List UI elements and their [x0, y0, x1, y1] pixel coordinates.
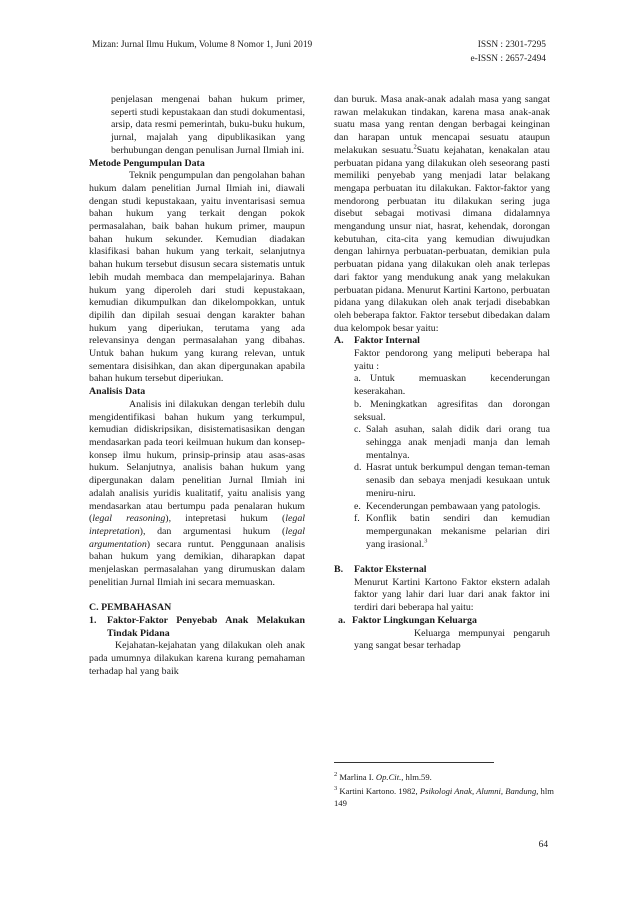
- paragraph-keluarga: Keluarga mempunyai pengaruh yang sangat besar terhadap: [354, 627, 550, 652]
- heading-pembahasan: C. PEMBAHASAN: [89, 602, 172, 614]
- paragraph-pendorong: Faktor pendorong yang meliputi beberapa hal yaitu :: [354, 348, 550, 372]
- paragraph-kejahatan: Kejahatan-kejahatan yang dilakukan oleh anak pada umumnya dilakukan karena kurang pemahaman terhadap hal yang baik: [89, 640, 305, 677]
- left-column: [89, 94, 305, 678]
- paragraph-masa-anak: dan buruk. Masa anak-anak adalah masa yang sangat rawan melakukan tindakan, karena masa anak-anak suatu masa yang rentan dengan berbagai keinginan dan harapan untuk mencapai sesuatu ataupun melakukan sesuatu.$^2$Suatu kejahatan, kenakalan atau perbuatan pidana yang dilakukan oleh seseorang pasti memiliki penyebab yang menjadi latar belakang mengapa perbuatan itu dilakukan. Faktor-faktor yang mendorong perbuatan itu dilakukan sering juga disebut sebagai motivasi dimana didalamnya mengandung unsur niat, hasrat, kehendak, dorongan kebutuhan, cita-cita yang kemudian diwujudkan dengan lahirnya perbuatan-perbuatan, demikian pula perbuatan pidana yang dilakukan oleh anak terlepas dari faktor yang mendukung anak yang melakukan perbuatan pidana. Menurut Kartini Kartono, perbuatan pidana yang dilakukan oleh anak terjadi disebabkan oleh beberapa faktor. Faktor tersebut dibedakan dalam dua kelompok besar yaitu:: [334, 94, 550, 334]
- list-item: f. Konflik batin sendiri dan kemudian mempergunakan mekanisme pelarian diri yang irasional.$^3$: [354, 513, 550, 550]
- footnote-separator: [334, 762, 494, 763]
- page-number: 64: [538, 840, 548, 850]
- running-header: [92, 38, 312, 52]
- issn-block: [470, 38, 546, 66]
- footnote-2: $^2$ Marlina I. Op.Cit., hlm.59.: [334, 771, 432, 782]
- heading-faktor-internal: A. Faktor Internal: [334, 335, 420, 347]
- paragraph-analisis: Analisis ini dilakukan dengan terlebih dulu mengidentifikasi bahan hukum yang terkumpul, kemudian didiskripsikan, disistematisasikan dengan mendasarkan pada teori keilmuan hukum dan konsep-konsep ilmu hukum, prinsip-prinsip atau asas-asas hukum. Selanjutnya, analisis bahan hukum yang dipergunakan dalam penelitian Jurnal Ilmiah ini adalah analisis yuridis kualitatif, yaitu analisis yang mendasarkan atau bertumpu pada penalaran hukum (legal reasoning), intepretasi hukum (legal intepretation), dan argumentasi hukum (legal argumentation) secara runtut. Penggunaan analisis bahan hukum yang demikian, diharapkan dapat menjelaskan permasalahan yang dirumuskan dalam penelitian Jurnal Ilmiah ini secara memuaskan.: [89, 398, 305, 588]
- heading-analisis: Analisis Data: [89, 386, 146, 398]
- eissn: e-ISSN : 2657-2494: [470, 54, 546, 64]
- list-item: d. Hasrat untuk berkumpul dengan teman-teman senasib dan sebaya menjadi kesukaan untuk meniru-niru.: [354, 462, 550, 499]
- list-item: c. Salah asuhan, salah didik dari orang tua sehingga anak menjadi manja dan lemah mentalnya.: [354, 424, 550, 461]
- paragraph-metode: Teknik pengumpulan dan pengolahan bahan hukum dalam penelitian Jurnal Ilmiah ini, diawali dengan studi kepustakaan, yaitu inventarisasi semua bahan hukum yang terkait dengan pokok permasalahan, baik bahan hukum primer, maupun bahan hukum sekunder. Kemudian diadakan klasifikasi bahan hukum yang terkait, selanjutnya bahan hukum tersebut disusun secara sistematis untuk lebih mudah membaca dan mempelajarinya. Bahan hukum yang diperoleh dari studi kepustakaan, kemudian dikumpulkan dan dikelompokkan, untuk dipilih dan dipilah sesuai dengan karakter bahan hukum yang diperiukan, terutama yang ada relevansinya dengan permasalahan yang dibahas. Untuk bahan hukum yang kurang relevan, untuk sementara disisihkan, dan akan dipergunakan apabila bahan hukum tersebut diperiukan.: [89, 170, 305, 385]
- journal-title: Mizan: Jurnal Ilmu Hukum, Volume 8 Nomor 1, Juni 2019: [92, 40, 313, 50]
- right-column: [334, 94, 550, 653]
- footnote-ref-2: 2: [413, 143, 417, 151]
- footnote-ref-3: 3: [424, 537, 428, 545]
- term-legal-reasoning: legal reasoning: [92, 513, 166, 525]
- heading-lingkungan-keluarga: a. Faktor Lingkungan Keluarga: [338, 614, 477, 626]
- heading-faktor-eksternal: B. Faktor Eksternal: [334, 564, 427, 575]
- list-item: e. Kecenderungan pembawaan yang patologis.: [354, 500, 541, 512]
- heading-faktor-penyebab: 1. Faktor-Faktor Penyebab Anak Melakukan Tindak Pidana: [89, 614, 305, 639]
- term-legal-argumentation: legal argumentation: [89, 525, 305, 550]
- issn: ISSN : 2301-7295: [477, 40, 546, 50]
- list-item: a. Untuk memuaskan kecenderungan keserakahan.: [354, 373, 550, 398]
- paragraph-bahan-hukum: penjelasan mengenai bahan hukum primer, seperti studi kepustakaan dan studi dokumentasi, arsip, data resmi pemerintah, buku-buku hukum, jurnal, majalah yang dipublikasikan yang berhubungan dengan penulisan Jurnal Ilmiah ini.: [111, 94, 305, 156]
- paragraph-ekstern: Menurut Kartini Kartono Faktor ekstern adalah faktor yang lahir dari luar dari anak faktor ini terdiri dari beberapa hal yaitu:: [354, 576, 550, 614]
- term-legal-interpretation: legal intepretation: [89, 513, 305, 537]
- heading-metode: Metode Pengumpulan Data: [89, 157, 205, 169]
- list-item: b. Meningkatkan agresifitas dan dorongan seksual.: [354, 398, 550, 423]
- footnote-3: $^3$ Kartini Kartono. 1982, Psikologi Anak, Alumni, Bandung, hlm 149: [334, 785, 554, 808]
